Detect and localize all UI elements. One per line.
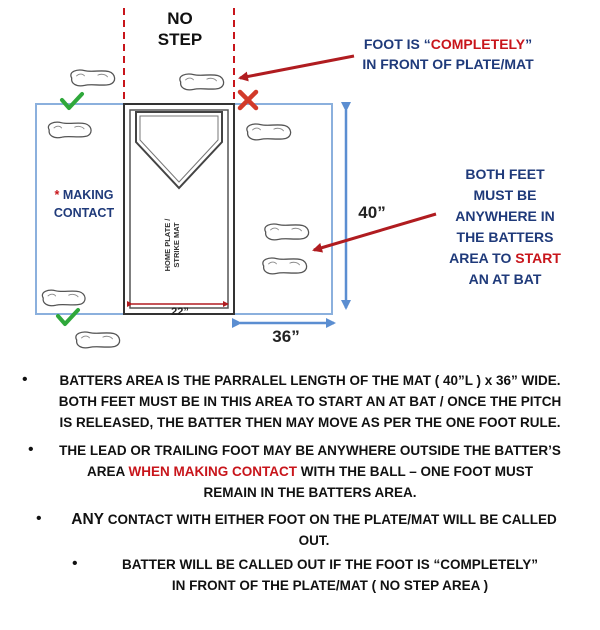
footprint-icon: [247, 124, 291, 140]
length-label: 40”: [358, 203, 386, 222]
footprint-icon: [76, 332, 120, 348]
footprint-icon: [71, 70, 115, 86]
no-step-label: [140, 8, 220, 51]
footprint-icon: [180, 74, 224, 90]
bullet: •: [36, 510, 42, 527]
rule-lead-trailing-foot: THE LEAD OR TRAILING FOOT MAY BE ANYWHERE OUTSIDE THE BATTER’S AREA WHEN MAKING CONTACT WITH THE BALL – ONE FOOT MUST REMAIN IN THE BATTERS AREA.: [59, 443, 561, 500]
bullet: •: [22, 371, 28, 388]
strike-mat-label: HOME PLATE / STRIKE MAT: [163, 218, 181, 272]
rule-batters-area: BATTERS AREA IS THE PARRALEL LENGTH OF THE MAT ( 40”L ) x 36” WIDE. BOTH FEET MUST BE IN THIS AREA TO START AN AT BAT / ONCE THE PITCH IS RELEASED, THE BATTER THEN MAY MOVE AS PER THE ONE FOOT RULE.: [58, 373, 562, 430]
width-label: 36”: [272, 327, 300, 346]
footprint-icon: [48, 122, 91, 137]
footprint-icon: [263, 258, 307, 274]
mat-width-label: 22”: [171, 306, 189, 318]
start-emphasis: START: [515, 250, 561, 266]
check-icon: [62, 94, 82, 108]
check-icon: [58, 310, 78, 324]
completely-emphasis: COMPLETELY: [430, 36, 526, 52]
bullet: •: [28, 441, 34, 458]
footprint-icon: [265, 224, 309, 240]
foot-note-line: IN FRONT OF PLATE/MAT: [362, 56, 534, 72]
cross-icon: [240, 92, 256, 108]
bullet: •: [72, 555, 78, 572]
both-feet-note: BOTH FEET MUST BE ANYWHERE IN THE BATTERS AREA TO START AN AT BAT: [449, 166, 561, 287]
rule-completely-in-front: BATTER WILL BE CALLED OUT IF THE FOOT IS “COMPLETELY” IN FRONT OF THE PLATE/MAT ( NO STEP AREA ): [122, 557, 538, 593]
no-step-line: STEP: [157, 30, 203, 50]
rule-plate-contact: ANY CONTACT WITH EITHER FOOT ON THE PLATE/MAT WILL BE CALLED OUT.: [71, 511, 557, 548]
when-making-contact-emphasis: WHEN MAKING CONTACT: [128, 464, 297, 479]
foot-completely-note: FOOT IS “COMPLETELY” IN FRONT OF PLATE/MAT: [336, 34, 560, 74]
making-contact-label: * MAKING CONTACT: [53, 188, 115, 220]
no-step-line: NO: [167, 9, 193, 28]
footprint-icon: [42, 290, 85, 305]
